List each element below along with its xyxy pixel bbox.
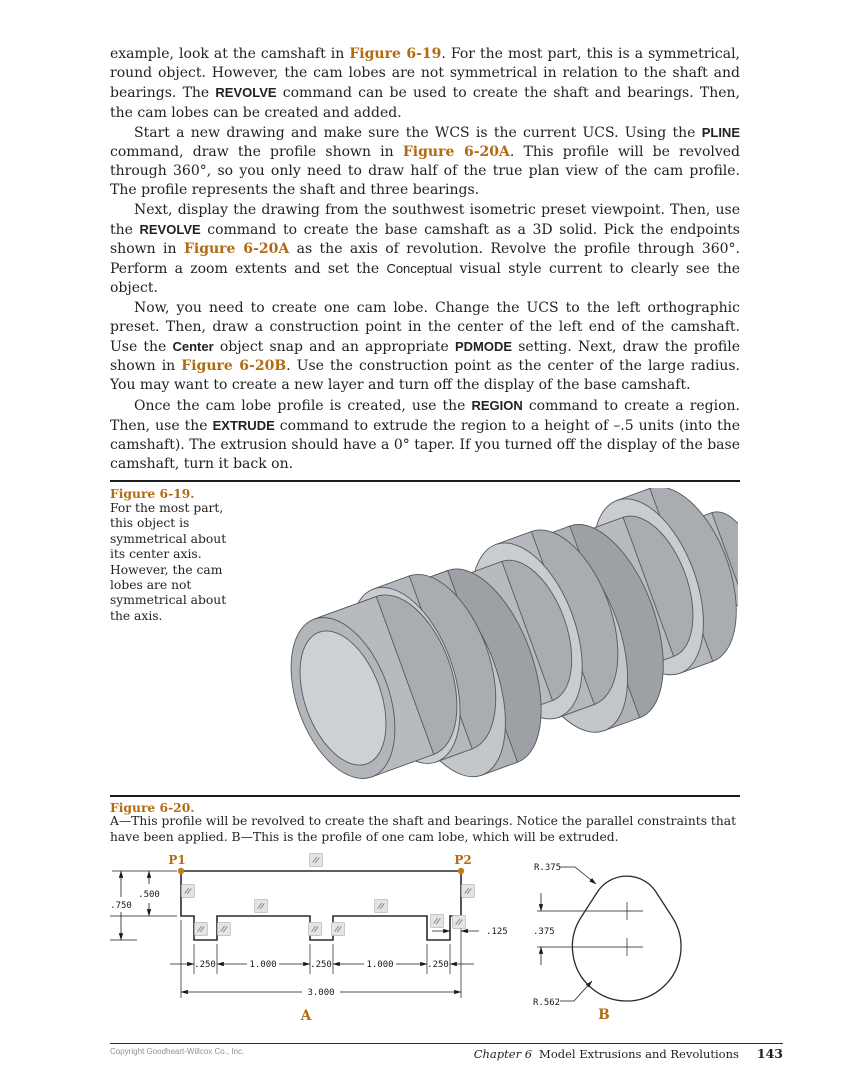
text-run: Next, display the drawing from the southwest isometric preset viewpoint. Then, use the [110,201,740,238]
dimension-lines [121,871,479,992]
text-run: as the axis of revolution. Revolve the profile through 360°. Perform a zoom extents and set the [110,241,740,278]
figure-reference: Figure 6-20A [183,241,290,258]
command-name: REVOLVE [139,221,201,237]
paragraph [110,299,740,396]
constraint-icons [182,854,475,936]
camshaft-3d-render [263,488,738,788]
parallel-constraint-icon [182,885,195,898]
paragraph [110,201,740,299]
axis-point-p1 [178,868,184,874]
text-run: command to create the base camshaft as a 3D solid. Pick the endpoints shown in [110,221,740,258]
parallel-constraint-icon [375,900,388,913]
text-run: command to create a region. Then, use the [110,397,741,434]
figure-reference: Figure 6-20A [402,144,510,161]
text-run: Now, you need to create one cam lobe. Change the UCS to the left orthographic preset. Then, draw a construction point in the center of the left end of the camshaft. Use the [110,299,740,356]
text-run: Start a new drawing and make sure the WCS is the current UCS. Using the [134,124,702,141]
footer-copyright: Copyright Goodheart-Willcox Co., Inc. [110,1047,245,1056]
parallel-constraint-icon [431,915,444,928]
command-name: PLINE [701,124,740,140]
parallel-constraint-icon [218,923,231,936]
figure-reference: Figure 6-19 [349,46,442,62]
command-name: PDMODE [454,339,513,355]
paragraph [110,45,740,123]
figure19-title: Figure 6-19. [110,486,195,501]
ui-term: Conceptual [386,261,453,277]
extension-lines [110,871,461,998]
text-run: . For the most part, this is a symmetrical, round object. However, the cam lobes are not symmetrical in relation to the shaft and bearings. The [110,46,741,102]
drawing-b-label: B [598,1007,610,1023]
axis-point-p2 [458,868,464,874]
figure19-caption: For the most part, this object is symmetrical about its center axis. However, the cam lobes are not symmetrical about the axis. [110,501,227,623]
parallel-constraint-icon [255,900,268,913]
paragraph [110,123,740,201]
text-run: command, draw the profile shown in [110,144,403,161]
parallel-constraint-icon [453,916,466,929]
dim-250-3: .250 [427,960,449,970]
command-name: REVOLVE [215,85,277,101]
footer-chapter-title: Model Extrusions and Revolutions [539,1047,739,1061]
radius-bottom-label: R.562 [533,998,561,1008]
command-name: EXTRUDE [212,417,275,433]
text-run: example, look at the camshaft in [110,46,350,62]
figure-reference: Figure 6-20B [181,358,287,375]
command-name: Center [172,339,214,355]
text-run: command to extrude the region to a height of –.5 units (into the camshaft). The extrusion should have a 0° taper. If you turned off the display of the base camshaft, turn it back on. [110,417,741,473]
text-run: visual style current to clearly see the object. [110,261,741,297]
parallel-constraint-icon [332,923,345,936]
text-run: object snap and an appropriate [213,339,455,356]
figure20-caption: A—This profile will be revolved to create the shaft and bearings. Notice the parallel constraints that have been applied. B—This is the profile of one cam lobe, which will be extruded. [110,814,737,844]
dim-1000-1: 1.000 [249,960,277,970]
dim-250-1: .250 [194,960,216,970]
dim-500: .500 [138,890,160,900]
dim-125: .125 [486,927,508,937]
p1-label: P1 [168,853,186,867]
footer-chapter-number: Chapter 6 [473,1047,533,1061]
dim-total: 3.000 [307,988,335,998]
figure19-rule [110,480,740,482]
dim-375: .375 [533,927,555,937]
parallel-constraint-icon [462,885,475,898]
radius-top-label: R.375 [534,863,562,873]
text-run: . Use the construction point as the center of the large radius. You may want to create a new layer and turn off the display of the base camshaft. [110,358,741,394]
parallel-constraint-icon [195,923,208,936]
command-name: REGION [471,397,523,413]
text-run: Once the cam lobe profile is created, use the [134,397,472,414]
figure20-title: Figure 6-20. [110,800,195,815]
figure20-rule [110,795,740,797]
profile-drawing-a [106,846,522,1032]
drawing-a-label: A [300,1008,312,1024]
page-number: 143 [756,1046,783,1061]
p2-label: P2 [454,853,472,867]
paragraph [110,396,740,475]
parallel-constraint-icon [310,854,323,867]
dim-750: .750 [110,901,132,911]
parallel-constraint-icon [309,923,322,936]
text-run: command can be used to create the shaft and bearings. Then, the cam lobes can be created and added. [110,85,740,121]
radius-leaders [560,867,596,1001]
body-text [110,45,740,474]
text-run: . This profile will be revolved through 360°, so you only need to draw half of the true plan view of the cam profile. The profile represents the shaft and three bearings. [110,144,741,199]
dim-1000-2: 1.000 [366,960,394,970]
footer-chapter-info [474,1046,783,1061]
dim-250-2: .250 [310,960,332,970]
cam-lobe-drawing-b [520,846,750,1032]
text-run: setting. Next, draw the profile shown in [110,339,740,375]
footer-rule [110,1043,783,1044]
